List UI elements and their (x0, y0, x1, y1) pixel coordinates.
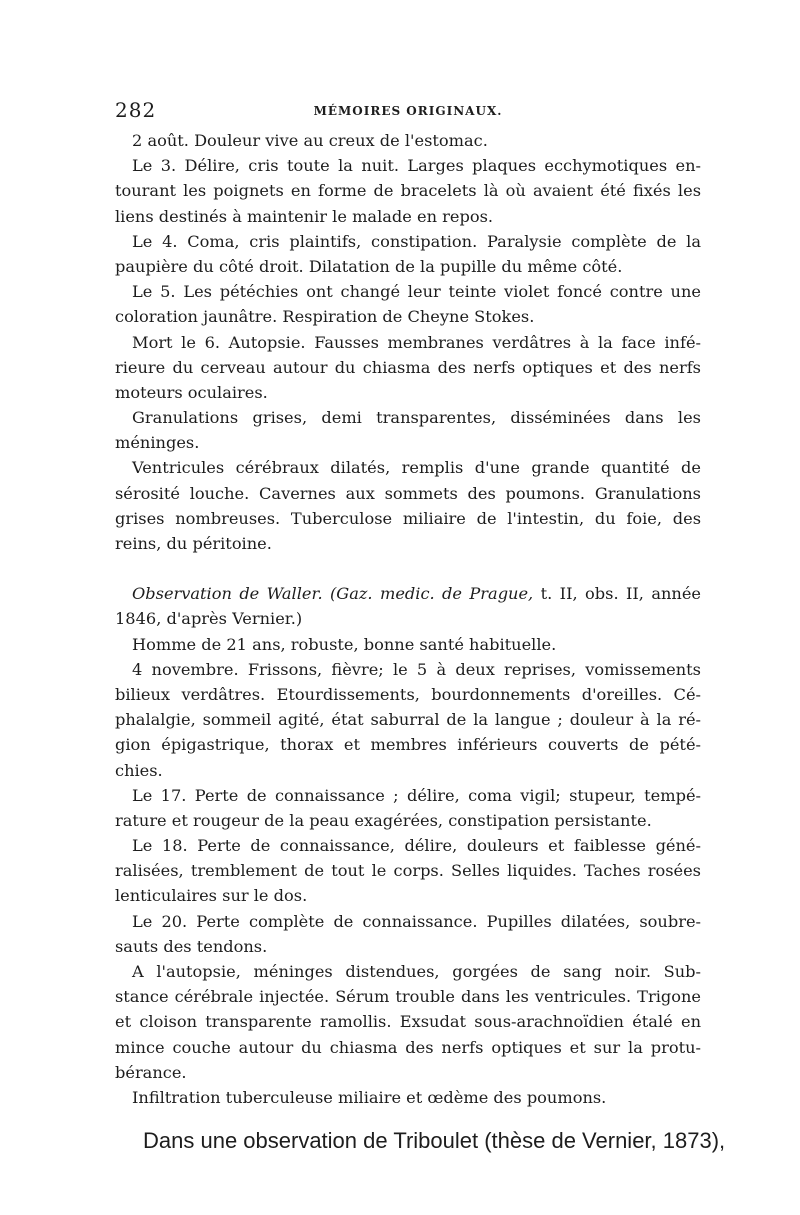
text-line: Le 3. Délire, cris toute la nuit. Larges plaques ecchymotiques en- (132, 156, 701, 176)
text-line: Mort le 6. Autopsie. Fausses membranes verdâtres à la face infé- (132, 332, 701, 352)
text-line: tourant les poignets en forme de bracelets là où avaient été fixés les (115, 181, 701, 201)
text-line: stance cérébrale injectée. Sérum trouble dans les ventricules. Trigone (115, 987, 701, 1007)
text-line: grises nombreuses. Tuberculose miliaire de l'intestin, du foie, des (115, 508, 701, 528)
text-line: A l'autopsie, méninges distendues, gorgées de sang noir. Sub- (132, 962, 701, 981)
text-line: chies. (115, 760, 163, 780)
page-number: 282 (115, 98, 157, 122)
text-line: Homme de 21 ans, robuste, bonne santé habituelle. (132, 634, 557, 654)
text-line: Le 17. Perte de connaissance ; délire, coma vigil; stupeur, tempé- (132, 785, 701, 805)
final-line: Dans une observation de Triboulet (thèse de Vernier, 1873), (143, 1128, 726, 1154)
text-line: méninges. (115, 433, 200, 453)
text-line: 4 novembre. Frissons, fièvre; le 5 à deux reprises, vomissements (132, 659, 701, 679)
text-line: 2 août. Douleur vive au creux de l'estomac. (132, 131, 488, 150)
text-line: Le 18. Perte de connaissance, délire, douleurs et faiblesse géné- (132, 836, 701, 856)
text-line: Infiltration tuberculeuse miliaire et œdème des poumons. (132, 1087, 607, 1107)
text-line: mince couche autour du chiasma des nerfs optiques et sur la protu- (115, 1037, 701, 1057)
text-line: Granulations grises, demi transparentes, disséminées dans les (132, 408, 701, 428)
section-gap (115, 556, 701, 581)
text-line: rieure du cerveau autour du chiasma des nerfs optiques et des nerfs (115, 357, 701, 377)
text-line: et cloison transparente ramollis. Exsudat sous-arachnoïdien étalé en (115, 1012, 701, 1032)
text-line: liens destinés à maintenir le malade en repos. (115, 206, 494, 226)
text-line: rature et rougeur de la peau exagérées, constipation persistante. (115, 810, 652, 830)
body-text (115, 128, 726, 1162)
text-line: reins, du péritoine. (115, 534, 272, 553)
text-line: sauts des tendons. (115, 936, 268, 956)
text-line: ralisées, tremblement de tout le corps. Selles liquides. Taches rosées (115, 861, 701, 881)
page-header (115, 98, 701, 128)
observation-citation (115, 581, 701, 606)
text-line: bilieux verdâtres. Etourdissements, bourdonnements d'oreilles. Cé- (115, 684, 701, 704)
text-line: bérance. (115, 1062, 187, 1082)
text-line: coloration jaunâtre. Respiration de Cheyne Stokes. (115, 307, 535, 327)
observation-citation-line2: 1846, d'après Vernier.) (115, 609, 303, 629)
citation-italic: Observation de Waller. (Gaz. medic. de Prague, (132, 584, 534, 604)
text-line: phalalgie, sommeil agité, état saburral de la langue ; douleur à la ré- (115, 710, 701, 730)
citation-rest: t. II, obs. II, année (533, 584, 701, 604)
text-line: moteurs oculaires. (115, 382, 268, 402)
text-line: Ventricules cérébraux dilatés, remplis d'une grande quantité de (132, 458, 701, 478)
text-line: gion épigastrique, thorax et membres inférieurs couverts de pété- (115, 735, 701, 755)
text-line: lenticulaires sur le dos. (115, 886, 308, 906)
text-line: Le 20. Perte complète de connaissance. Pupilles dilatées, soubre- (132, 911, 701, 931)
text-line: sérosité louche. Cavernes aux sommets des poumons. Granulations (115, 483, 701, 503)
running-title: MÉMOIRES ORIGINAUX. (313, 104, 503, 118)
text-line: paupière du côté droit. Dilatation de la pupille du même côté. (115, 256, 623, 276)
text-line: Le 5. Les pétéchies ont changé leur teinte violet foncé contre une (132, 282, 701, 302)
text-line: Le 4. Coma, cris plaintifs, constipation. Paralysie complète de la (132, 231, 701, 251)
